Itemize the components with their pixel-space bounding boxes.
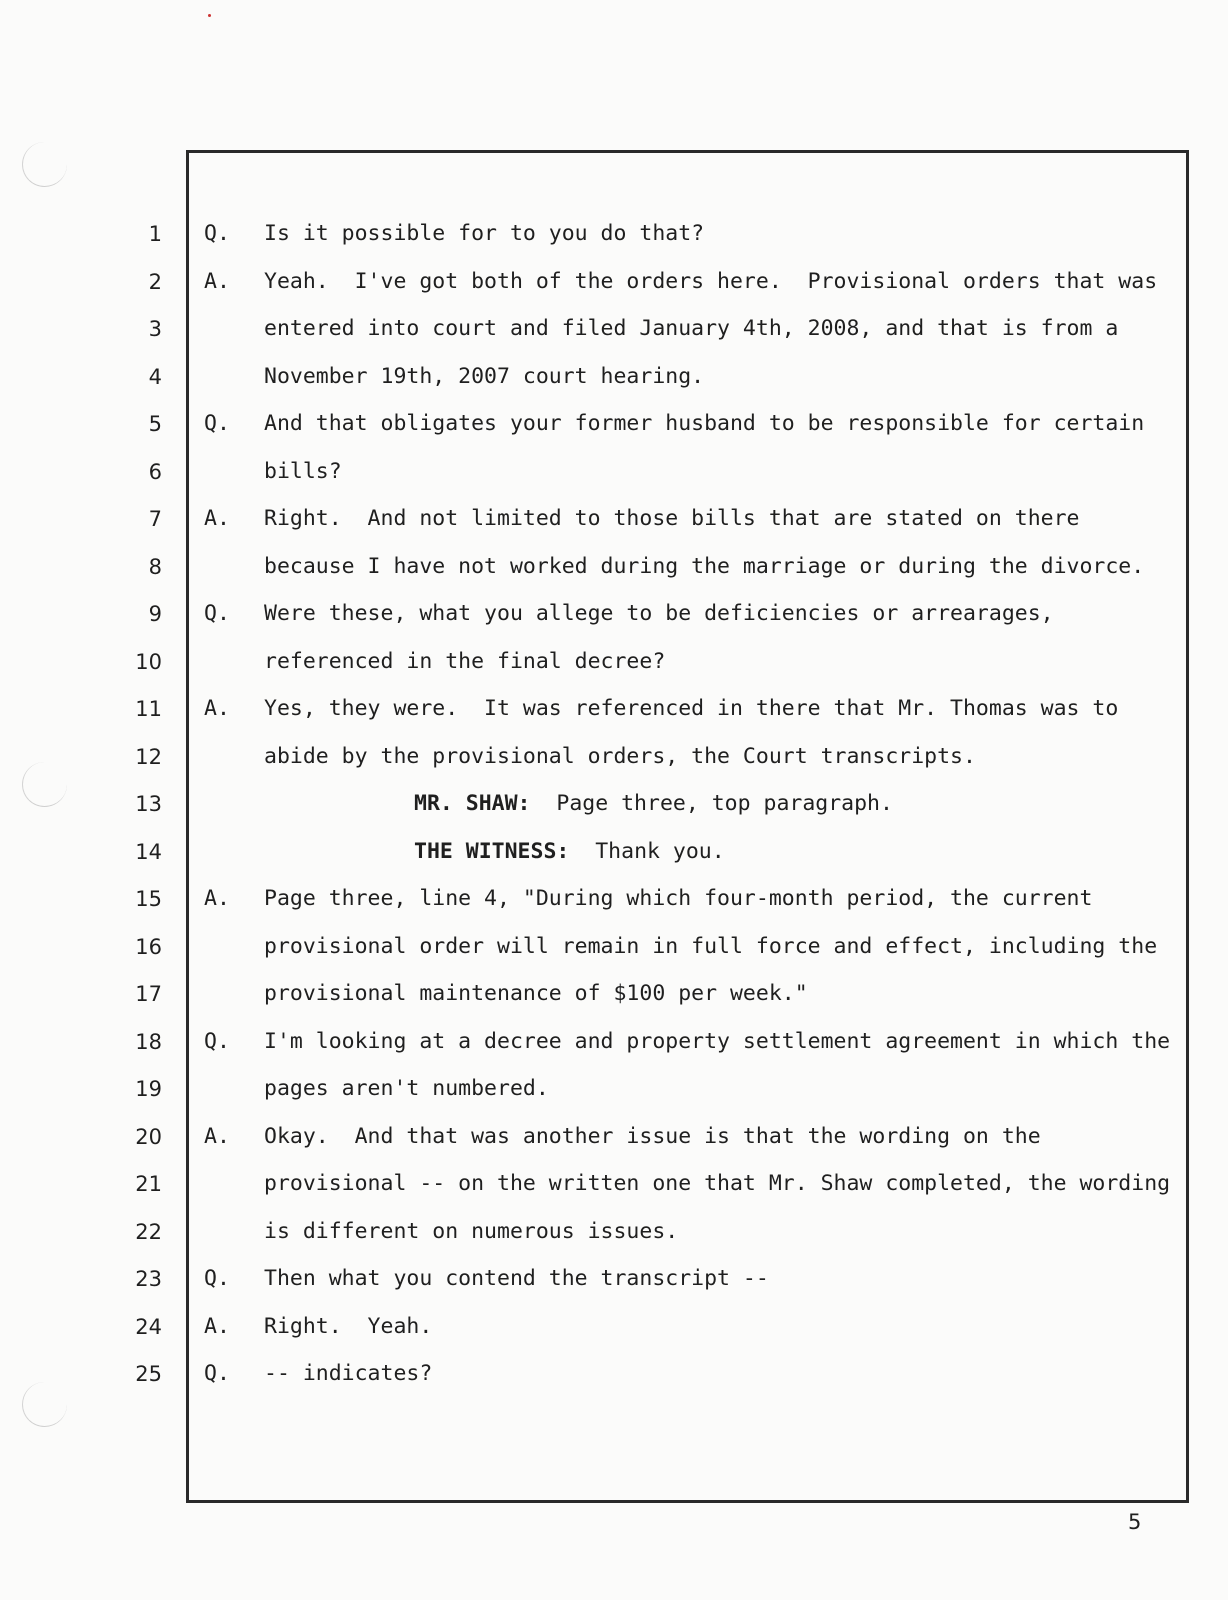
line-number: 11: [135, 697, 162, 721]
qa-marker: A.: [204, 1123, 230, 1149]
line-text: And that obligates your former husband to be responsible for certain: [264, 411, 1145, 436]
transcript-line: [0, 875, 1228, 923]
transcript-line: [0, 258, 1228, 306]
qa-marker: A.: [204, 696, 230, 721]
line-text: Is it possible for to you do that?: [264, 221, 705, 246]
transcript-line: [0, 543, 1228, 591]
line-number: 10: [135, 649, 162, 674]
line-text: provisional -- on the written one that Mr. Shaw completed, the wording: [264, 1171, 1171, 1196]
line-text: Yeah. I've got both of the orders here. Provisional orders that was: [264, 268, 1158, 294]
transcript-line: [0, 400, 1228, 448]
transcript-line: [0, 1018, 1228, 1066]
qa-marker: Q.: [204, 221, 230, 246]
line-number: 23: [135, 1267, 162, 1291]
line-text: provisional order will remain in full force and effect, including the: [264, 933, 1158, 959]
page-number: 5: [1128, 1510, 1142, 1534]
transcript-line: [0, 1255, 1228, 1303]
transcript-line: [0, 1065, 1228, 1113]
line-number: 18: [135, 1029, 162, 1054]
line-number: 17: [135, 982, 162, 1006]
punch-hole-top: [22, 142, 67, 187]
transcript-line: [0, 780, 1228, 828]
transcript-line: [0, 1160, 1228, 1208]
line-text: referenced in the final decree?: [264, 648, 666, 674]
line-number: 25: [135, 1362, 162, 1386]
colloquy-text: Thank you.: [595, 838, 725, 864]
line-number: 22: [135, 1219, 162, 1244]
transcript-line: [0, 685, 1228, 733]
line-number: 2: [148, 269, 162, 294]
qa-marker: Q.: [204, 1361, 230, 1386]
line-text: Okay. And that was another issue is that the wording on the: [264, 1123, 1041, 1149]
transcript-line: [0, 1208, 1228, 1256]
transcript-line: [0, 495, 1228, 543]
line-text: because I have not worked during the marriage or during the divorce.: [264, 553, 1145, 579]
line-text: abide by the provisional orders, the Court transcripts.: [264, 743, 976, 769]
qa-marker: Q.: [204, 1266, 230, 1291]
transcript-line: [0, 448, 1228, 496]
line-number: 19: [135, 1077, 162, 1101]
line-number: 15: [135, 887, 162, 911]
line-number: 14: [135, 839, 162, 864]
line-number: 16: [135, 934, 162, 959]
qa-marker: A.: [204, 886, 230, 911]
colloquy-speaker: MR. SHAW:: [414, 791, 531, 816]
qa-marker: Q.: [204, 411, 230, 436]
line-number: 7: [148, 507, 162, 531]
transcript-line: [0, 828, 1228, 876]
qa-marker: Q.: [204, 601, 230, 626]
line-number: 8: [148, 554, 162, 579]
qa-marker: A.: [204, 268, 230, 294]
line-number: 3: [148, 317, 162, 341]
line-number: 24: [135, 1314, 162, 1339]
line-text: Page three, line 4, "During which four-month period, the current: [264, 886, 1093, 911]
line-text: Right. And not limited to those bills that are stated on there: [264, 506, 1080, 531]
line-text: Were these, what you allege to be deficiencies or arrearages,: [264, 601, 1054, 626]
line-text: Yes, they were. It was referenced in there that Mr. Thomas was to: [264, 696, 1119, 721]
line-text: November 19th, 2007 court hearing.: [264, 363, 705, 389]
colloquy: [414, 828, 725, 876]
line-text: provisional maintenance of $100 per week.": [264, 981, 808, 1006]
line-text: entered into court and filed January 4th, 2008, and that is from a: [264, 316, 1119, 341]
qa-marker: A.: [204, 506, 230, 531]
line-number: 13: [135, 792, 162, 816]
line-text: I'm looking at a decree and property settlement agreement in which the: [264, 1028, 1171, 1054]
transcript-line: [0, 970, 1228, 1018]
transcript-line: [0, 210, 1228, 258]
qa-marker: A.: [204, 1313, 230, 1339]
line-text: is different on numerous issues.: [264, 1218, 679, 1244]
transcript-line: [0, 638, 1228, 686]
transcript-line: [0, 305, 1228, 353]
colloquy: [414, 780, 893, 828]
colloquy-text: Page three, top paragraph.: [556, 791, 893, 816]
line-text: -- indicates?: [264, 1361, 433, 1386]
line-number: 9: [148, 602, 162, 626]
transcript-line: [0, 1303, 1228, 1351]
transcript-line: [0, 923, 1228, 971]
transcript-line: [0, 590, 1228, 638]
colloquy-speaker: THE WITNESS:: [414, 838, 570, 864]
transcript-line: [0, 1113, 1228, 1161]
qa-marker: Q.: [204, 1028, 230, 1054]
transcript-line: [0, 1350, 1228, 1398]
line-text: Then what you contend the transcript --: [264, 1266, 769, 1291]
line-number: 20: [135, 1124, 162, 1149]
ink-speck: [208, 14, 211, 17]
transcript-line: [0, 353, 1228, 401]
line-number: 12: [135, 744, 162, 769]
line-text: Right. Yeah.: [264, 1313, 433, 1339]
line-number: 1: [148, 222, 162, 246]
line-number: 5: [148, 412, 162, 436]
line-number: 21: [135, 1172, 162, 1196]
line-number: 4: [148, 364, 162, 389]
line-number: 6: [148, 459, 162, 484]
line-text: pages aren't numbered.: [264, 1076, 549, 1101]
transcript-line: [0, 733, 1228, 781]
line-text: bills?: [264, 458, 342, 484]
